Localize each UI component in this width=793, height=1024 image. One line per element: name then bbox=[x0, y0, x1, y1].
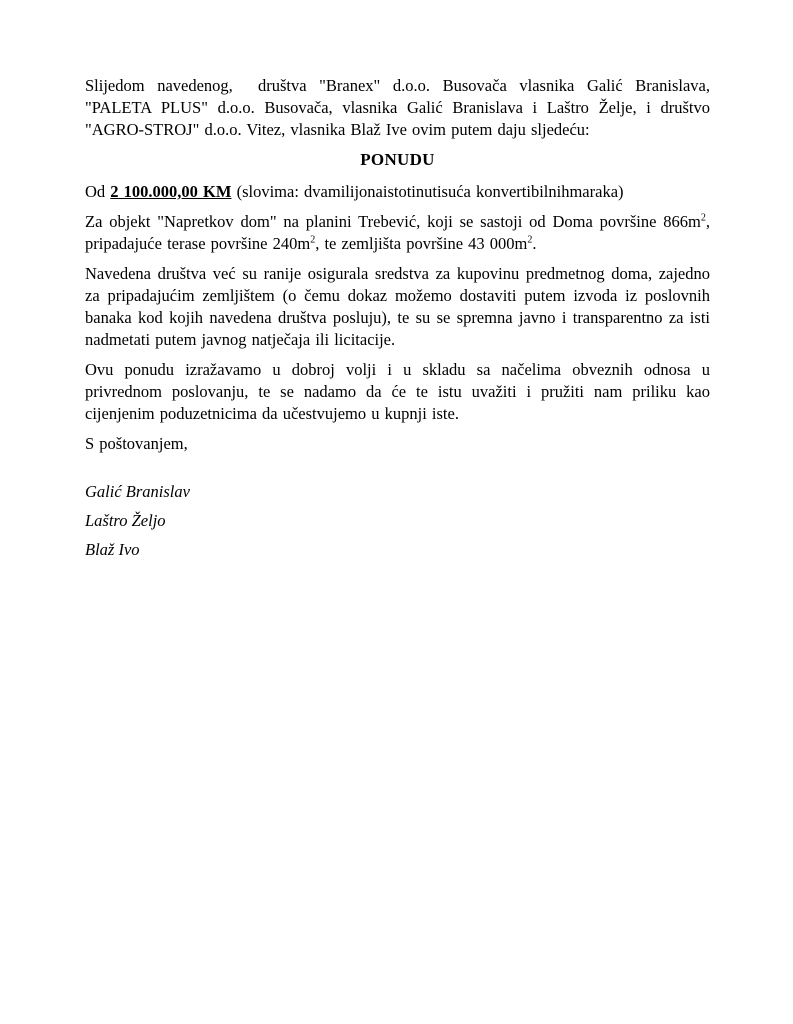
offer-prefix: Od bbox=[85, 182, 111, 201]
object-text-3: , te zemljišta površine 43 000m bbox=[315, 234, 528, 253]
offer-amount: 2 100.000,00 KM bbox=[110, 182, 232, 201]
signature-name: Laštro Željo bbox=[85, 511, 166, 530]
intro-paragraph: Slijedom navedenog, društva "Branex" d.o.o. Busovača vlasnika Galić Branislava, "PALETA PLUS" d.o.o. Busovača, vlasnika Galić Branislava i Laštro Želje, i društvo "AGRO-STROJ" d.o.o. Vitez, vlasnika Blaž Ive ovim putem daju sljedeću: bbox=[85, 76, 710, 139]
object-paragraph bbox=[85, 211, 710, 255]
object-text-4: . bbox=[532, 234, 537, 253]
offer-line bbox=[85, 181, 710, 203]
closing-line: S poštovanjem, bbox=[85, 434, 188, 453]
offer-suffix: (slovima: dvamilijonaistotinutisuća konvertibilnihmaraka) bbox=[231, 182, 624, 201]
funds-paragraph: Navedena društva već su ranije osigurala sredstva za kupovinu predmetnog doma, zajedno za pripadajućim zemljištem (o čemu dokaz možemo dostaviti putem izvoda iz poslovnih banaka kod kojih navedena društva posluju), te su se spremna javno i transparentno za isti nadmetati putem javnog natječaja ili licitacije. bbox=[85, 264, 710, 349]
square-meter-superscript: 2 bbox=[310, 234, 316, 246]
signature-name: Galić Branislav bbox=[85, 482, 190, 501]
goodwill-paragraph: Ovu ponudu izražavamo u dobroj volji i u skladu sa načelima obveznih odnosa u privrednom poslovanju, te se nadamo da će te istu uvažiti i pružiti nam priliku kao cijenjenim poduzetnicima da učestvujemo u kupnji iste. bbox=[85, 360, 710, 423]
document-title: PONUDU bbox=[360, 150, 435, 169]
object-text-2: , pripadajuće terase površine 240m bbox=[85, 212, 710, 253]
signature-block bbox=[85, 481, 710, 561]
signature-name: Blaž Ivo bbox=[85, 540, 140, 559]
square-meter-superscript: 2 bbox=[527, 234, 533, 246]
object-text-1: Za objekt "Napretkov dom" na planini Trebević, koji se sastoji od Doma površine 866m bbox=[85, 212, 701, 231]
square-meter-superscript: 2 bbox=[700, 212, 706, 224]
